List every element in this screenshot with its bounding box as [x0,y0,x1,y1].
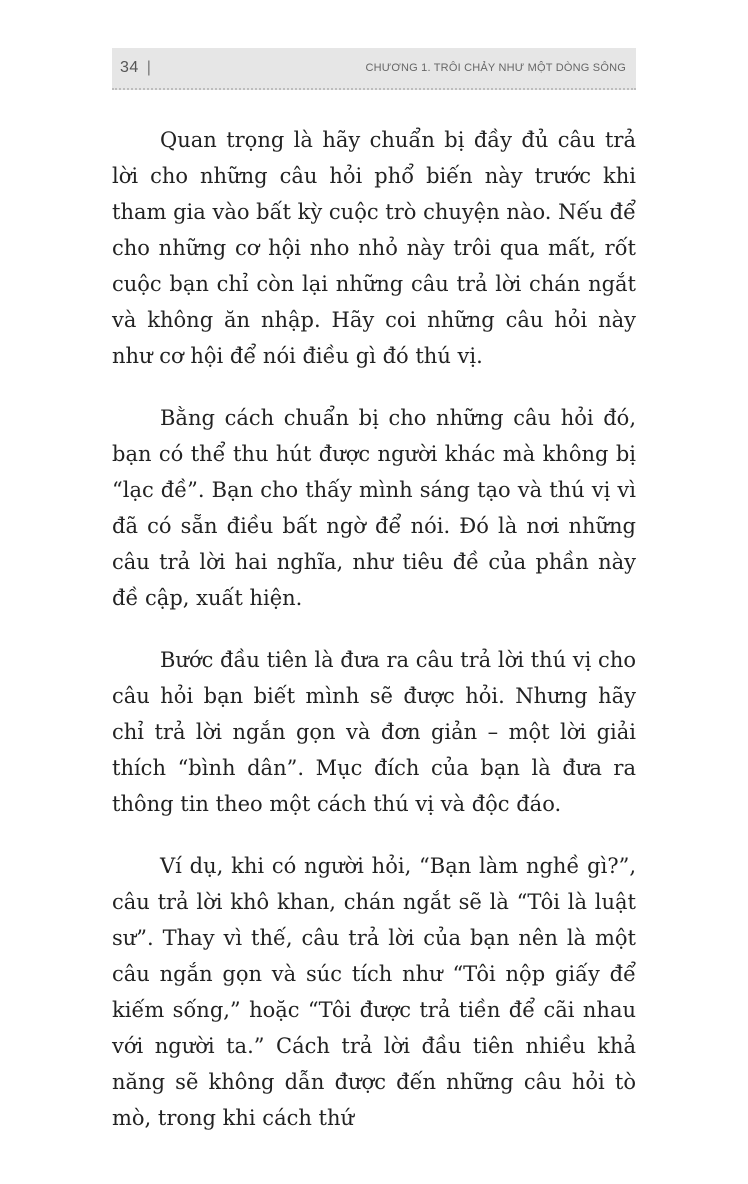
page-number-group [120,59,151,77]
paragraph-2: Bằng cách chuẩn bị cho những câu hỏi đó, bạn có thể thu hút được người khác mà không bị “lạc đề”. Bạn cho thấy mình sáng tạo và thú vị vì đã có sẵn điều bất ngờ để nói. Đó là nơi những câu trả lời hai nghĩa, như tiêu đề của phần này đề cập, xuất hiện. [112,406,636,610]
paragraph-3: Bước đầu tiên là đưa ra câu trả lời thú vị cho câu hỏi bạn biết mình sẽ được hỏi. Nhưng hãy chỉ trả lời ngắn gọn và đơn giản – một lời giải thích “bình dân”. Mục đích của bạn là đưa ra thông tin theo một cách thú vị và độc đáo. [112,648,636,816]
paragraph-4: Ví dụ, khi có người hỏi, “Bạn làm nghề gì?”, câu trả lời khô khan, chán ngắt sẽ là “Tôi là luật sư”. Thay vì thế, câu trả lời của bạn nên là một câu ngắn gọn và súc tích như “Tôi nộp giấy để kiếm sống,” hoặc “Tôi được trả tiền để cãi nhau với người ta.” Cách trả lời đầu tiên nhiều khả năng sẽ không dẫn được đến những câu hỏi tò mò, trong khi cách thứ [112,854,636,1130]
page-header [112,48,636,90]
body-text [112,122,636,1162]
page-number: 34 [120,59,139,76]
header-separator: | [146,59,152,76]
running-head: CHƯƠNG 1. TRÔI CHẢY NHƯ MỘT DÒNG SÔNG [365,62,626,74]
paragraph-1: Quan trọng là hãy chuẩn bị đầy đủ câu trả lời cho những câu hỏi phổ biến này trước khi tham gia vào bất kỳ cuộc trò chuyện nào. Nếu để cho những cơ hội nho nhỏ này trôi qua mất, rốt cuộc bạn chỉ còn lại những câu trả lời chán ngắt và không ăn nhập. Hãy coi những câu hỏi này như cơ hội để nói điều gì đó thú vị. [112,128,636,368]
